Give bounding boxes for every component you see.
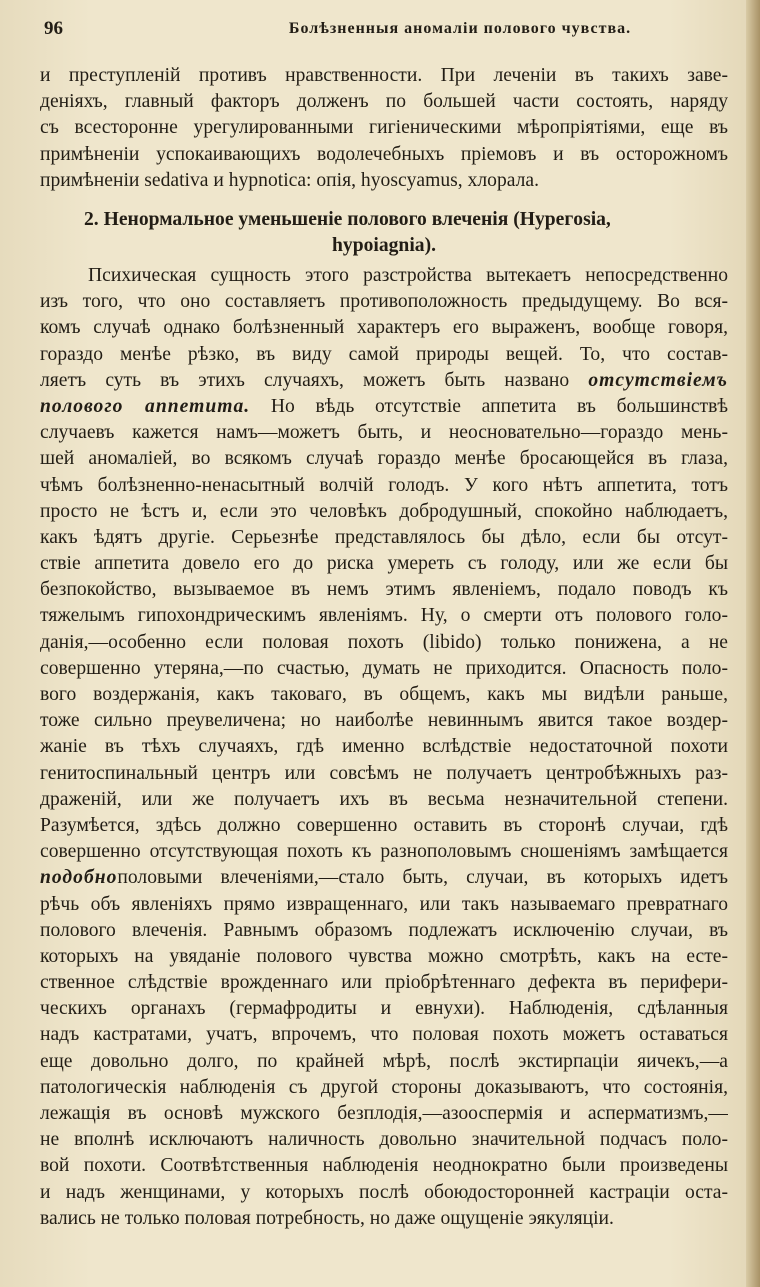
text-line: чѣмъ болѣзненно-ненасытный волчій голодъ. У кого нѣтъ аппетита, тотъ	[40, 474, 728, 496]
text-line: не вполнѣ исключаютъ наличность довольно значительной подчасъ поло-	[40, 1129, 728, 1151]
text-line: вой похоти. Соотвѣтственныя наблюденія неоднократно были произведены	[40, 1155, 728, 1177]
page-header	[40, 18, 710, 44]
text-line-with-emphasis	[40, 394, 728, 420]
text-segment: ляетъ суть въ этихъ случаяхъ, можетъ быть названо	[40, 369, 570, 391]
text-line: вого воздержанія, какъ таковаго, въ общемъ, какъ мы видѣли раньше,	[40, 684, 728, 705]
text-line: совершенно утеряна,—по счастью, думать не приходится. Опасность поло-	[40, 657, 728, 679]
text-line: шей аномаліей, во всякомъ случаѣ гораздо менѣе бросающейся въ глаза,	[40, 448, 728, 470]
text-segment: половыми влеченіями,—стало быть, случаи, въ которыхъ идетъ	[117, 867, 728, 889]
text-line: какъ ѣдятъ другіе. Серьезнѣе представлялось бы дѣло, если бы отсут-	[40, 526, 728, 548]
text-line: гораздо менѣе рѣзко, въ виду самой природы вещей. То, что состав-	[40, 343, 728, 365]
text-line: еще довольно долго, по крайней мѣрѣ, послѣ экстирпаціи яичекъ,—а	[40, 1050, 728, 1072]
text-line: данія,—особенно если половая похоть (libido) только понижена, а не	[40, 631, 728, 653]
text-line: Психическая сущность этого разстройства вытекаетъ непосредственно	[88, 265, 728, 286]
text-line: патологическія наблюденія съ другой стороны доказываютъ, что состоянія,	[40, 1076, 728, 1098]
emphasis: подобно	[40, 867, 118, 889]
paragraph-2	[40, 263, 728, 1232]
page-edge	[746, 0, 760, 1287]
paragraph-1	[40, 63, 728, 194]
text-line: деніяхъ, главный факторъ долженъ по большей части состоять, наряду	[40, 91, 728, 113]
text-line: вались не только половая потребность, но даже ощущеніе эякуляціи.	[40, 1207, 614, 1229]
text-line-with-emphasis	[40, 865, 728, 891]
text-line: надъ кастратами, учатъ, впрочемъ, что половая похоть можетъ оставаться	[40, 1024, 728, 1046]
text-segment: Но вѣдь отсутствіе аппетита въ большинствѣ	[270, 395, 728, 417]
text-line: и преступленій противъ нравственности. При леченіи въ такихъ заве-	[40, 65, 728, 86]
section-heading	[40, 206, 728, 258]
text-line: Разумѣется, здѣсь должно совершенно оставить въ сторонѣ случаи, гдѣ	[40, 814, 728, 836]
text-line: генитоспинальный центръ или совсѣмъ не получаетъ центробѣжныхъ раз-	[40, 762, 728, 784]
text-line: комъ случаѣ однако болѣзненный характеръ его выраженъ, вообще говоря,	[40, 317, 728, 339]
text-line: безпокойство, вызываемое въ немъ этимъ явленіемъ, подало поводъ къ	[40, 579, 728, 601]
section-heading-line: 2. Ненормальное уменьшеніе полового влеченія (Hypeгosia,	[84, 209, 611, 230]
text-line: изъ того, что оно составляетъ противоположность предыдущему. Во вся-	[40, 291, 728, 313]
text-line: лежащія въ основѣ мужского безплодія,—азооспермія и асперматизмъ,—	[40, 1103, 728, 1124]
text-line: примѣненіи sedativa и hypnotica: опія, hyoscyamus, хлорала.	[40, 169, 539, 191]
page-number: 96	[44, 18, 63, 39]
text-line: жаніе въ тѣхъ случаяхъ, гдѣ именно вслѣдствіе недостаточной похоти	[40, 736, 728, 758]
running-title: Болѣзненныя аномаліи полового чувства.	[288, 20, 632, 37]
text-line: примѣненіи успокаивающихъ водолечебныхъ пріемовъ и въ осторожномъ	[40, 143, 728, 165]
text-line: тоже сильно преувеличена; но наиболѣе невиннымъ явится такое воздер-	[40, 710, 728, 732]
emphasis: отсутствіемъ	[588, 369, 728, 391]
text-line: рѣчь объ явленіяхъ прямо извращеннаго, или такъ называемаго превратнаго	[40, 893, 728, 915]
text-line: ствіе аппетита довело его до риска умереть съ голоду, или же если бы	[40, 553, 728, 575]
text-line: полового влеченія. Равнымъ образомъ подлежатъ исключенію случаи, въ	[40, 919, 728, 941]
text-line-with-emphasis	[40, 368, 728, 394]
text-line: ческихъ органахъ (гермафродиты и евнухи). Наблюденія, сдѣланныя	[40, 998, 728, 1020]
text-line: совершенно отсутствующая похоть къ разнополовымъ сношеніямъ замѣщается	[40, 841, 728, 863]
text-line: тяжелымъ гипохондрическимъ явленіямъ. Ну, о смерти отъ полового голо-	[40, 605, 728, 627]
text-line: которыхъ на увяданіе полового чувства можно смотрѣть, какъ на есте-	[40, 945, 728, 967]
text-line: просто не ѣстъ и, если это человѣкъ добродушный, спокойно наблюдаетъ,	[40, 500, 728, 522]
text-line: ственное слѣдствіе врожденнаго или пріобрѣтеннаго дефекта въ перифери-	[40, 972, 728, 994]
section-heading-line: hypoіagnia).	[332, 235, 436, 257]
text-line: случаевъ кажется намъ—можетъ быть, и неосновательно—гораздо мень-	[40, 422, 728, 444]
text-line: драженій, или же получаетъ ихъ въ весьма незначительной степени.	[40, 788, 728, 810]
emphasis: полового аппетита.	[40, 395, 251, 417]
text-line: и надъ женщинами, у которыхъ послѣ обоюдосторонней кастраціи оста-	[40, 1181, 728, 1203]
text-line: съ всесторонне урегулированными гигіеническими мѣропріятіями, еще въ	[40, 117, 728, 139]
